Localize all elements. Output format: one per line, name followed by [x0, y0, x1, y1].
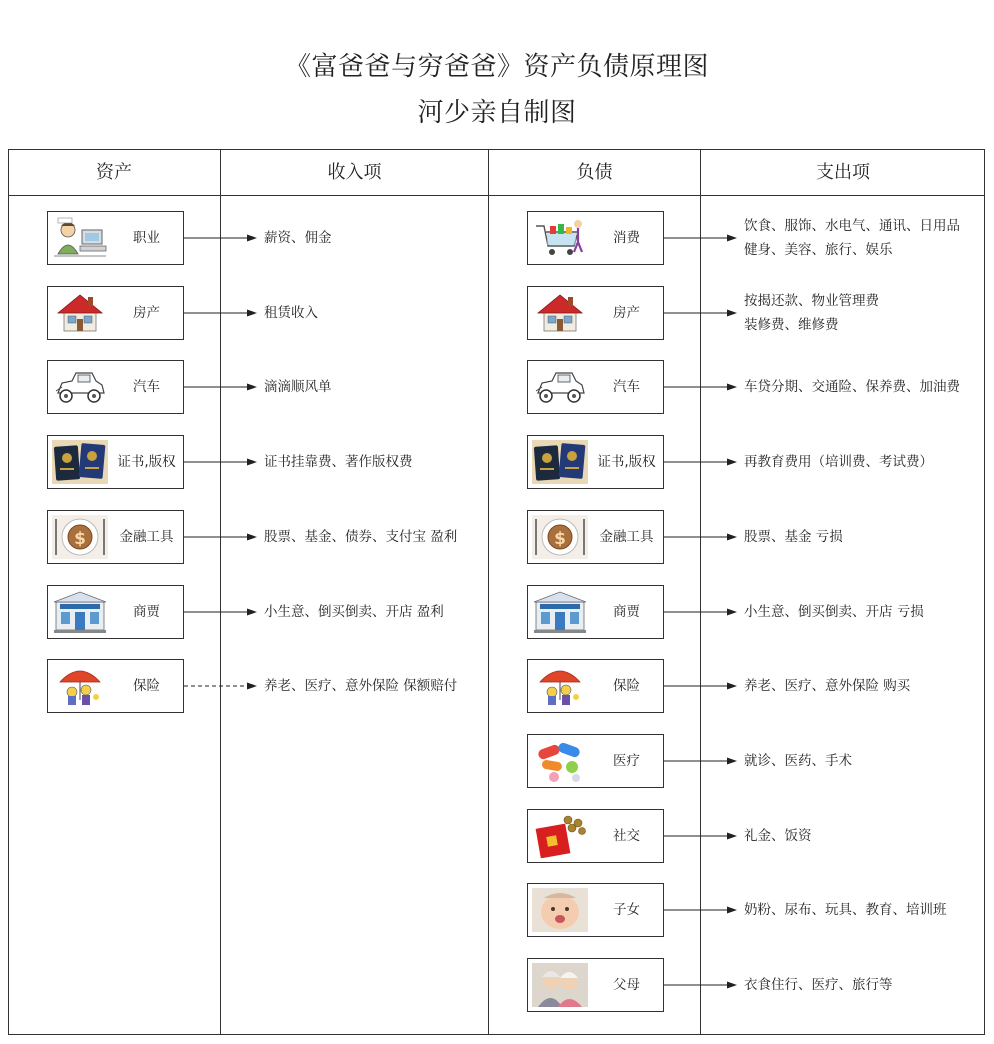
liabilities-item: [527, 360, 664, 414]
liabilities-expense: [744, 824, 812, 848]
liabilities-item: [527, 659, 664, 713]
assets-income: [264, 226, 332, 250]
pills-icon: [532, 739, 588, 783]
expense-line: 车贷分期、交通险、保养费、加油费: [744, 379, 960, 395]
liabilities-item: [527, 211, 664, 265]
liabilities-item: [527, 958, 664, 1012]
baby-icon: [532, 888, 588, 932]
liabilities-label: 汽车: [613, 379, 640, 395]
assets-item: [47, 435, 184, 489]
liabilities-label: 医疗: [613, 753, 640, 769]
header-assets: 资产: [96, 162, 132, 183]
income-line: 证书挂靠费、著作版权费: [264, 454, 413, 470]
umbrella-family-icon: [52, 664, 108, 708]
expense-line: 就诊、医药、手术: [744, 753, 852, 769]
liabilities-expense: [744, 973, 893, 997]
column-divider: [220, 149, 221, 1035]
shop-icon: [52, 590, 108, 634]
house-icon: [52, 291, 108, 335]
assets-item: [47, 211, 184, 265]
assets-item: [47, 360, 184, 414]
expense-line: 按揭还款、物业管理费: [744, 293, 879, 309]
liabilities-item: [527, 883, 664, 937]
assets-label: 商贾: [133, 604, 160, 620]
liabilities-item: [527, 585, 664, 639]
income-line: 薪资、佣金: [264, 230, 332, 246]
assets-item: [47, 510, 184, 564]
expense-line: 健身、美容、旅行、娱乐: [744, 242, 893, 258]
assets-item: [47, 286, 184, 340]
header-expense: 支出项: [816, 162, 870, 183]
assets-label: 汽车: [133, 379, 160, 395]
column-divider: [700, 149, 701, 1035]
umbrella-family-icon: [532, 664, 588, 708]
assets-label: 职业: [133, 230, 160, 246]
house-icon: [532, 291, 588, 335]
liabilities-item: [527, 734, 664, 788]
column-divider: [488, 149, 489, 1035]
assets-item: [47, 585, 184, 639]
liabilities-label: 消费: [613, 230, 640, 246]
passport-icon: [532, 440, 588, 484]
assets-income: [264, 301, 318, 325]
assets-label: 房产: [133, 305, 160, 321]
liabilities-label: 商贾: [613, 604, 640, 620]
shopping-cart-icon: [532, 216, 588, 260]
assets-label: 金融工具: [119, 529, 174, 545]
income-line: 滴滴顺风单: [264, 379, 332, 395]
expense-line: 股票、基金 亏损: [744, 529, 843, 545]
elderly-couple-icon: [532, 963, 588, 1007]
liabilities-expense: [744, 525, 843, 549]
expense-line: 奶粉、尿布、玩具、教育、培训班: [744, 902, 947, 918]
expense-line: 装修费、维修费: [744, 317, 839, 333]
liabilities-item: [527, 510, 664, 564]
assets-income: [264, 375, 332, 399]
worker-icon: [52, 216, 108, 260]
expense-line: 再教育费用（培训费、考试费）: [744, 454, 933, 470]
income-line: 小生意、倒买倒卖、开店 盈利: [264, 604, 444, 620]
car-icon: [532, 365, 588, 409]
liabilities-expense: [744, 898, 947, 922]
liabilities-item: [527, 286, 664, 340]
liabilities-expense: [744, 674, 910, 698]
header-divider: [8, 195, 985, 196]
expense-line: 衣食住行、医疗、旅行等: [744, 977, 893, 993]
page-subtitle: 河少亲自制图: [417, 98, 577, 128]
income-line: 养老、医疗、意外保险 保额赔付: [264, 678, 458, 694]
header-income: 收入项: [327, 162, 382, 183]
assets-income: [264, 674, 457, 698]
income-line: 租赁收入: [264, 305, 318, 321]
assets-income: [264, 525, 457, 549]
assets-label: 证书,版权: [117, 454, 176, 470]
liabilities-item: [527, 435, 664, 489]
assets-income: [264, 450, 413, 474]
assets-label: 保险: [133, 678, 160, 694]
header-liabilities: 负债: [576, 162, 613, 183]
liabilities-label: 父母: [613, 977, 640, 993]
liabilities-expense: [744, 214, 960, 262]
income-line: 股票、基金、债券、支付宝 盈利: [264, 529, 458, 545]
liabilities-expense: [744, 375, 960, 399]
liabilities-item: [527, 809, 664, 863]
liabilities-expense: [744, 289, 879, 337]
dollar-plate-icon: [532, 515, 588, 559]
expense-line: 小生意、倒买倒卖、开店 亏损: [744, 604, 924, 620]
car-icon: [52, 365, 108, 409]
liabilities-label: 子女: [613, 902, 640, 918]
passport-icon: [52, 440, 108, 484]
dollar-plate-icon: [52, 515, 108, 559]
page-title: 《富爸爸与穷爸爸》资产负债原理图: [284, 52, 709, 82]
liabilities-label: 证书,版权: [597, 454, 656, 470]
liabilities-expense: [744, 600, 924, 624]
shop-icon: [532, 590, 588, 634]
liabilities-label: 社交: [613, 828, 640, 844]
assets-item: [47, 659, 184, 713]
liabilities-expense: [744, 749, 852, 773]
assets-income: [264, 600, 444, 624]
liabilities-label: 保险: [613, 678, 640, 694]
expense-line: 饮食、服饰、水电气、通讯、日用品: [744, 218, 960, 234]
red-envelope-icon: [532, 814, 588, 858]
expense-line: 养老、医疗、意外保险 购买: [744, 678, 911, 694]
liabilities-expense: [744, 450, 933, 474]
expense-line: 礼金、饭资: [744, 828, 812, 844]
liabilities-label: 房产: [613, 305, 640, 321]
liabilities-label: 金融工具: [599, 529, 654, 545]
